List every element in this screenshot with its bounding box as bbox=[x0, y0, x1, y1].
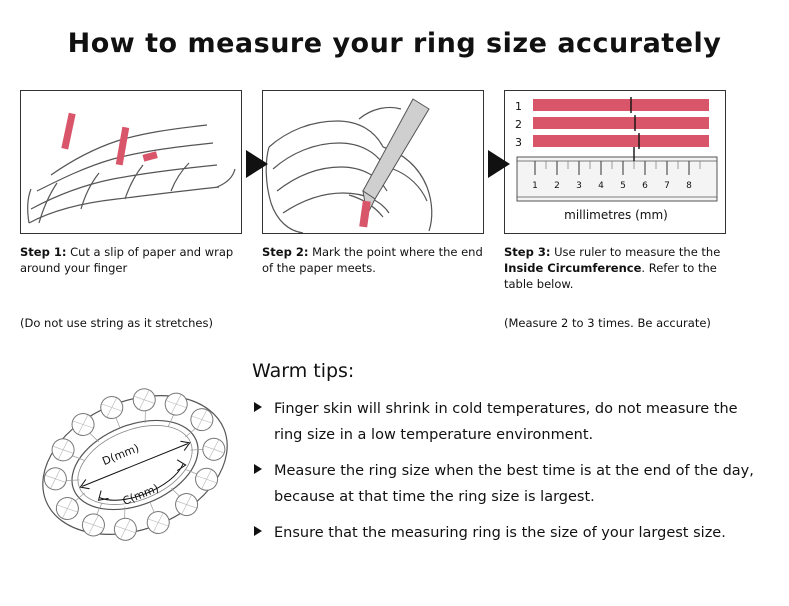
pen-tool bbox=[363, 99, 429, 215]
step-1-caption bbox=[20, 244, 244, 276]
svg-text:2: 2 bbox=[554, 181, 560, 191]
step-1-note: (Do not use string as it stretches) bbox=[20, 316, 213, 330]
arrow-right-icon-2 bbox=[488, 150, 510, 178]
step-1 bbox=[20, 90, 244, 276]
svg-text:6: 6 bbox=[642, 181, 648, 191]
ruler-and-strips-drawing bbox=[505, 91, 726, 234]
step-1-illustration bbox=[20, 90, 242, 234]
tip-text: Finger skin will shrink in cold temperatures, do not measure the ring size in a low temperature environment. bbox=[274, 401, 738, 443]
svg-text:1: 1 bbox=[532, 181, 538, 191]
tip-item bbox=[252, 396, 768, 448]
warm-tips-section bbox=[252, 360, 768, 556]
svg-text:1: 1 bbox=[515, 100, 522, 113]
circumference-label: C(mm) bbox=[120, 481, 161, 508]
step-3-text-bold: Inside Circumference bbox=[504, 261, 642, 275]
step-2-illustration bbox=[262, 90, 484, 234]
step-3-caption bbox=[504, 244, 728, 292]
svg-text:3: 3 bbox=[515, 136, 522, 149]
step-3-text: Use ruler to measure the the bbox=[550, 245, 721, 259]
svg-text:5: 5 bbox=[620, 181, 626, 191]
tip-text: Ensure that the measuring ring is the size of your largest size. bbox=[274, 525, 726, 541]
hand-with-paper-strip-drawing bbox=[21, 91, 242, 234]
step-3-label: Step 3: bbox=[504, 245, 551, 259]
step-1-text: Cut a slip of paper and wrap around your finger bbox=[20, 245, 234, 275]
paper-strip-red bbox=[61, 113, 157, 166]
diameter-label: D(mm) bbox=[100, 441, 141, 468]
svg-text:7: 7 bbox=[664, 181, 670, 191]
ruler-unit-label: millimetres (mm) bbox=[564, 208, 668, 222]
paper-strip-red-mark bbox=[359, 201, 371, 228]
steps-row bbox=[20, 90, 770, 340]
ruler-body bbox=[517, 147, 717, 201]
svg-text:2: 2 bbox=[515, 118, 522, 131]
eternity-ring-drawing bbox=[20, 350, 250, 580]
step-3 bbox=[504, 90, 728, 292]
tip-text: Measure the ring size when the best time is at the end of the day, because at that time the ring size is largest. bbox=[274, 463, 754, 505]
tip-item bbox=[252, 520, 768, 546]
triangle-bullet-icon bbox=[254, 464, 262, 474]
step-2-text: Mark the point where the end of the paper meets. bbox=[262, 245, 483, 275]
triangle-bullet-icon bbox=[254, 402, 262, 412]
hand-marking-paper-drawing bbox=[263, 91, 484, 234]
svg-text:8: 8 bbox=[686, 181, 692, 191]
step-3-illustration bbox=[504, 90, 726, 234]
step-2-label: Step 2: bbox=[262, 245, 309, 259]
svg-text:3: 3 bbox=[576, 181, 582, 191]
tip-item bbox=[252, 458, 768, 510]
ring-illustration bbox=[20, 350, 250, 580]
warm-tips-heading: Warm tips: bbox=[252, 360, 355, 382]
step-1-label: Step 1: bbox=[20, 245, 67, 259]
arrow-right-icon-1 bbox=[246, 150, 268, 178]
triangle-bullet-icon bbox=[254, 526, 262, 536]
step-2-caption bbox=[262, 244, 486, 276]
measured-strips bbox=[533, 99, 709, 147]
step-2 bbox=[262, 90, 486, 276]
page-title: How to measure your ring size accurately bbox=[67, 28, 722, 59]
step-3-note: (Measure 2 to 3 times. Be accurate) bbox=[504, 316, 711, 330]
step-3-text-after: . Refer to the table below. bbox=[504, 261, 717, 291]
strip-numbers bbox=[515, 100, 522, 149]
svg-text:4: 4 bbox=[598, 181, 604, 191]
